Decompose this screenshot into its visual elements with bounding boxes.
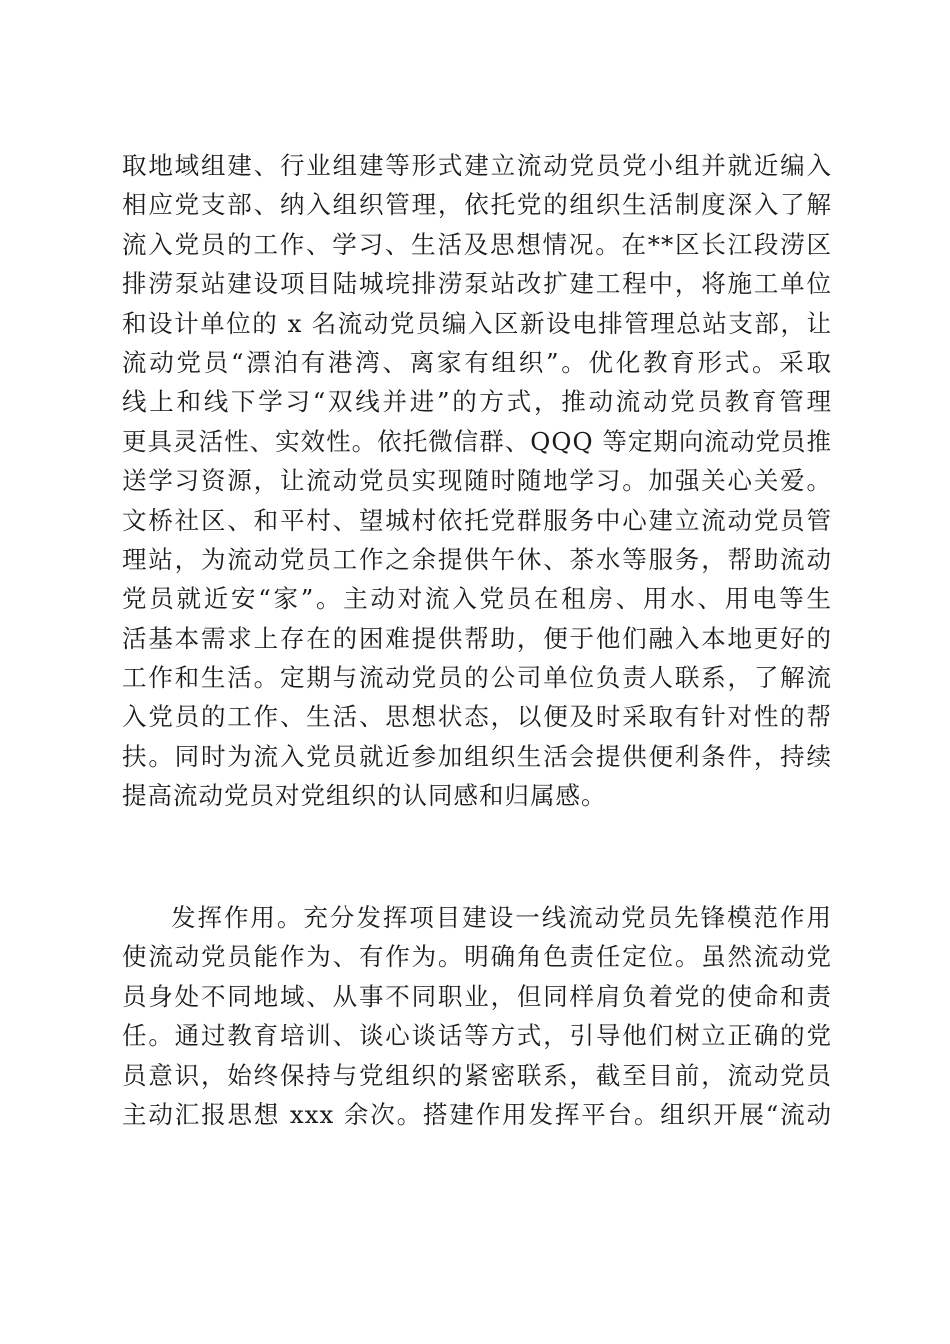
text-line: 党员就近安“家”。主动对流入党员在租房、用水、用电等生 — [122, 584, 832, 614]
paragraph-1 — [122, 146, 832, 816]
text-line: 提高流动党员对党组织的认同感和归属感。 — [122, 781, 607, 811]
text-line: 活基本需求上存在的困难提供帮助，便于他们融入本地更好的 — [122, 623, 832, 653]
text-line: 主动汇报思想 xxx 余次。搭建作用发挥平台。组织开展“流动 — [122, 1099, 832, 1129]
text-line: 理站，为流动党员工作之余提供午休、茶水等服务，帮助流动 — [122, 544, 832, 574]
text-line: 工作和生活。定期与流动党员的公司单位负责人联系，了解流 — [122, 663, 832, 693]
text-line: 员意识，始终保持与党组织的紧密联系，截至目前，流动党员 — [122, 1060, 832, 1090]
text-line: 流动党员“漂泊有港湾、离家有组织”。优化教育形式。采取 — [122, 347, 832, 377]
text-line: 流入党员的工作、学习、生活及思想情况。在**区长江段涝区 — [122, 229, 832, 259]
text-line: 入党员的工作、生活、思想状态，以便及时采取有针对性的帮 — [122, 702, 832, 732]
text-line: 取地域组建、行业组建等形式建立流动党员党小组并就近编入 — [122, 151, 832, 180]
text-line: 发挥作用。充分发挥项目建设一线流动党员先锋模范作用 — [171, 903, 832, 932]
text-line: 更具灵活性、实效性。依托微信群、QQQ 等定期向流动党员推 — [122, 426, 832, 456]
text-line: 扶。同时为流入党员就近参加组织生活会提供便利条件，持续 — [122, 741, 832, 771]
text-line: 文桥社区、和平村、望城村依托党群服务中心建立流动党员管 — [122, 505, 832, 535]
text-line: 任。通过教育培训、谈心谈话等方式，引导他们树立正确的党 — [122, 1021, 832, 1051]
text-line: 使流动党员能作为、有作为。明确角色责任定位。虽然流动党 — [122, 942, 832, 972]
text-line: 相应党支部、纳入组织管理，依托党的组织生活制度深入了解 — [122, 190, 832, 220]
text-line: 员身处不同地域、从事不同职业，但同样肩负着党的使命和责 — [122, 981, 832, 1011]
text-line: 送学习资源，让流动党员实现随时随地学习。加强关心关爱。 — [122, 466, 832, 496]
text-line: 排涝泵站建设项目陆城垸排涝泵站改扩建工程中，将施工单位 — [122, 269, 832, 299]
paragraph-2 — [122, 898, 832, 1134]
text-line: 线上和线下学习“双线并进”的方式，推动流动党员教育管理 — [122, 387, 832, 417]
text-line: 和设计单位的 x 名流动党员编入区新设电排管理总站支部，让 — [122, 308, 832, 338]
